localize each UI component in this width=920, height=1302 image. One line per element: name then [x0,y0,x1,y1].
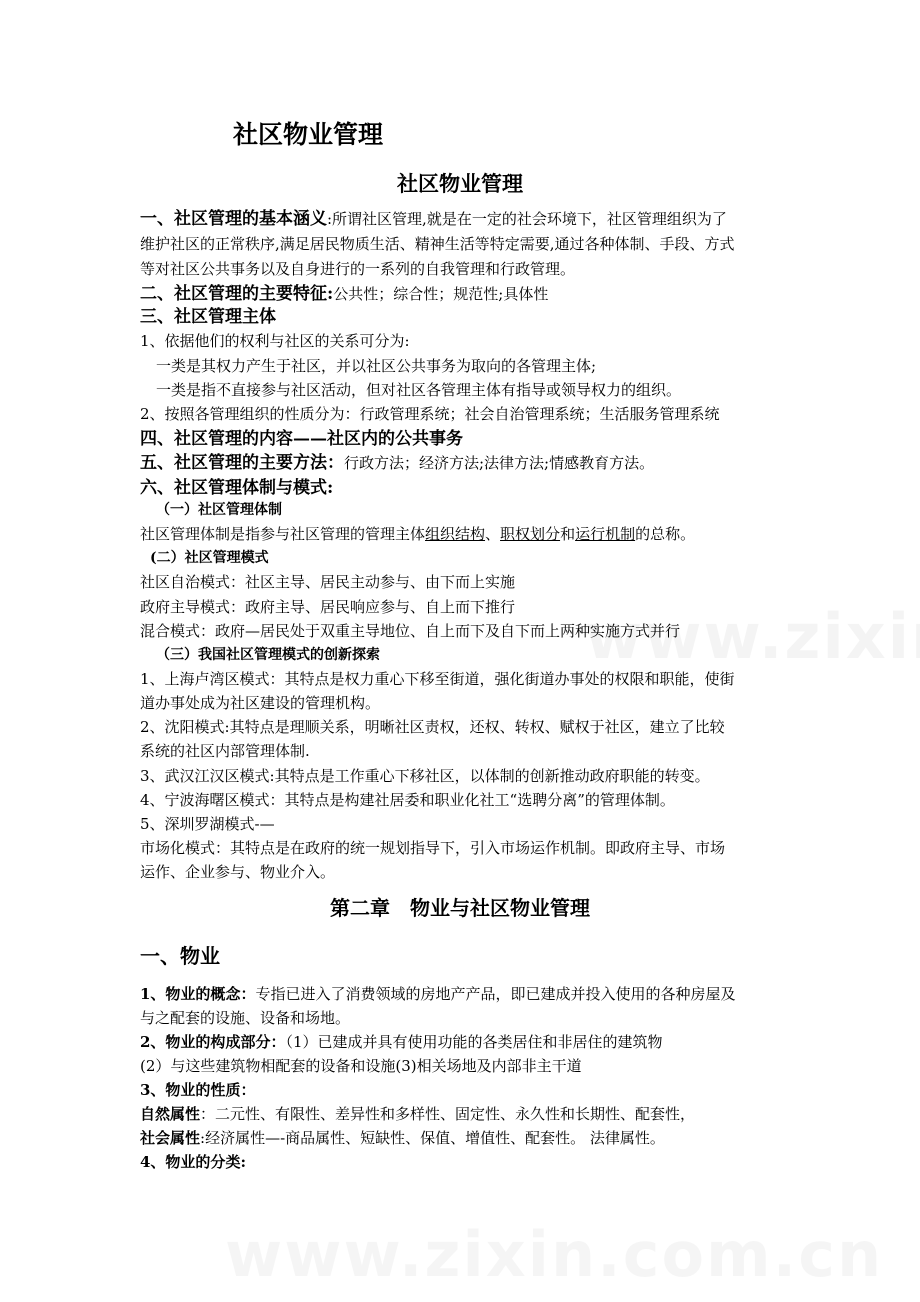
document-subtitle: 社区物业管理 [397,171,523,196]
section-1-line-1 [140,208,790,230]
innovation-6b: 运作、企业参与、物业介入。 [140,863,336,881]
section-5-heading: 五、社区管理的主要方法： [140,453,344,473]
property-concept-label: 1、物业的概念： [140,985,256,1003]
model-line-1: 社区自治模式：社区主导、居民主动参与、由下而上实施 [140,573,516,591]
innovation-3: 3、武汉江汉区模式:其特点是工作重心下移社区，以体制的创新推动政府职能的转变。 [140,767,710,785]
section-1-text: :所谓社区管理,就是在一定的社会环境下，社区管理组织为了 [327,210,727,228]
section-2-heading: 二、社区管理的主要特征: [140,284,334,304]
definition-text: 社区管理体制是指参与社区管理的管理主体 [140,525,426,543]
innovation-5: 5、深圳罗湖模式-— [140,815,275,833]
section-3-line-4: 2、按照各管理组织的性质分为：行政管理系统；社会自治管理系统；生活服务管理系统 [140,405,720,423]
section-6-sub-2: (二）社区管理模式 [150,550,269,566]
section-1-line-3: 等对社区公共事务以及自身进行的一系列的自我管理和行政管理。 [140,260,576,278]
innovation-2a: 2、沈阳模式:其特点是理顺关系，明晰社区责权，还权、转权、赋权于社区，建立了比较 [140,718,725,736]
property-components-line-2: (2）与这些建筑物相配套的设备和设施(3)相关场地及内部非主干道 [140,1057,582,1075]
property-concept-text: 专指已进入了消费领域的房地产产品，即已建成并投入使用的各种房屋及 [255,985,736,1003]
chapter-2-title: 第二章 物业与社区物业管理 [330,896,590,920]
section-3-line-2: 一类是其权力产生于社区，并以社区公共事务为取向的各管理主体; [156,357,597,375]
innovation-4: 4、宁波海曙区模式：其特点是构建社居委和职业化社工“选聘分离”的管理体制。 [140,791,675,809]
watermark-bottom [225,1218,883,1291]
chapter-2-section-1-heading: 一、物业 [140,944,220,968]
property-classification-label: 4、物业的分类: [140,1153,246,1171]
definition-term-2: 职权划分 [500,525,561,543]
section-5-text: 行政方法；经济方法;法律方法;情感教育方法。 [344,454,655,472]
section-1-line-2: 维护社区的正常秩序,满足居民物质生活、精神生活等特定需要,通过各种体制、手段、方式 [140,235,735,253]
definition-conjunction: 和 [560,525,576,543]
natural-attributes-line [140,1103,790,1125]
definition-term-3: 运行机制 [575,525,636,543]
definition-separator: 、 [485,525,501,543]
section-3-line-1: 1、依据他们的权利与社区的关系可分为: [140,332,410,350]
model-line-3: 混合模式：政府—居民处于双重主导地位、自上而下及自下而上两种实施方式并行 [140,622,681,640]
section-6-sub-3: （三）我国社区管理模式的创新探索 [156,647,380,663]
innovation-1a: 1、上海卢湾区模式：其特点是权力重心下移至街道，强化街道办事处的权限和职能，使街 [140,670,735,688]
social-attributes-text: :经济属性—-商品属性、短缺性、保值、增值性、配套性。 法律属性。 [200,1129,665,1147]
section-2-line [140,283,790,305]
property-components-line-1 [140,1031,790,1053]
definition-term-1: 组织结构 [425,525,486,543]
section-4-heading: 四、社区管理的内容——社区内的公共事务 [140,429,463,449]
social-attributes-line [140,1127,790,1149]
social-attributes-label: 社会属性 [140,1129,201,1147]
natural-attributes-text: ：二元性、有限性、差异性和多样性、固定性、永久性和长期性、配套性， [200,1105,696,1123]
section-1-heading: 一、社区管理的基本涵义 [140,209,327,229]
property-components-text: （1）已建成并具有使用功能的各类居住和非居住的建筑物 [285,1033,663,1051]
model-line-2: 政府主导模式：政府主导、居民响应参与、自上而下推行 [140,598,516,616]
section-6-definition [140,523,790,545]
section-6-sub-1: （一）社区管理体制 [156,502,282,518]
document-title: 社区物业管理 [233,120,384,149]
property-concept-line-2: 与之配套的设施、设备和场地。 [140,1009,351,1027]
innovation-2b: 系统的社区内部管理体制. [140,742,310,760]
section-6-heading: 六、社区管理体制与模式: [140,478,334,498]
section-5-line [140,452,790,474]
innovation-1b: 道办事处成为社区建设的管理机构。 [140,694,381,712]
property-concept-line-1 [140,983,790,1005]
innovation-6a: 市场化模式：其特点是在政府的统一规划指导下，引入市场运作机制。即政府主导、市场 [140,839,726,857]
property-components-label: 2、物业的构成部分： [140,1033,286,1051]
section-3-line-3: 一类是指不直接参与社区活动，但对社区各管理主体有指导或领导权力的组织。 [156,381,682,399]
natural-attributes-label: 自然属性 [140,1105,201,1123]
section-2-text: 公共性；综合性；规范性;具体性 [333,285,549,303]
property-nature-label: 3、物业的性质： [140,1081,256,1099]
definition-end: 的总称。 [635,525,696,543]
section-3-heading: 三、社区管理主体 [140,307,276,327]
